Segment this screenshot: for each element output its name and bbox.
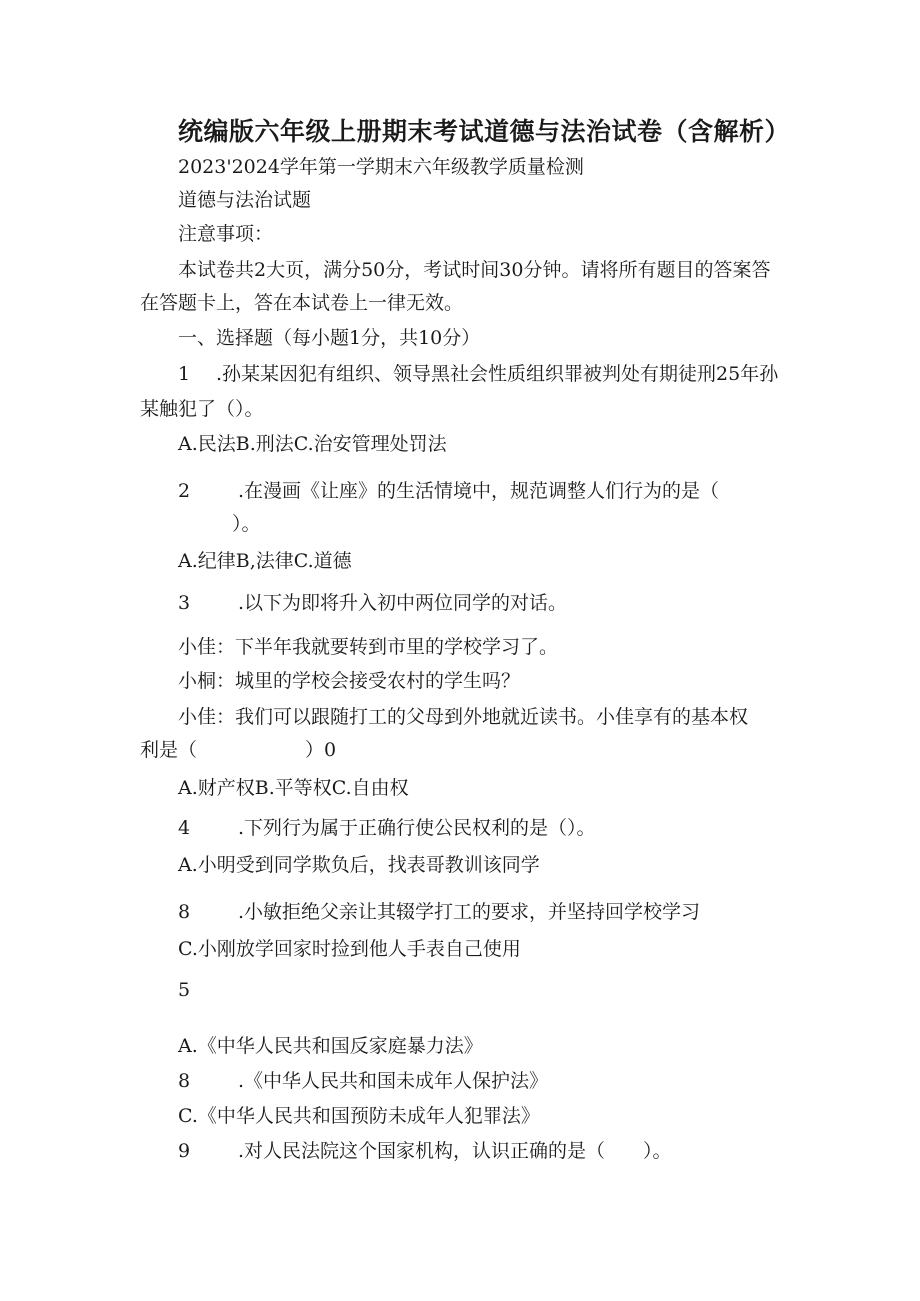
option-text: .《中华人民共和国未成年人保护法》 bbox=[238, 1070, 549, 1092]
question-number: 2 bbox=[178, 480, 191, 502]
dialog-line-3: 小佳：我们可以跟随打工的父母到外地就近读书。小佳享有的基本权 bbox=[178, 706, 749, 728]
dialog-line-1: 小佳：下半年我就要转到市里的学校学习了。 bbox=[178, 636, 559, 658]
option-text: .小敏拒绝父亲让其辍学打工的要求，并坚持回学校学习 bbox=[238, 901, 701, 923]
question-3-options: A.财产权B.平等权C.自由权 bbox=[178, 777, 409, 799]
question-2-cont: ）。 bbox=[232, 513, 261, 535]
question-4-option-c: C.小刚放学回家时捡到他人手表自己使用 bbox=[178, 938, 521, 960]
doc-subtitle: 2023'2024学年第一学期末六年级教学质量检测 bbox=[178, 156, 584, 178]
question-4-option-a: A.小明受到同学欺负后，找表哥教训该同学 bbox=[178, 854, 540, 876]
question-4 bbox=[178, 814, 596, 842]
question-1 bbox=[178, 360, 778, 388]
question-1-options: A.民法B.刑法C.治安管理处罚法 bbox=[178, 433, 447, 455]
question-5-option-b bbox=[178, 1067, 548, 1095]
question-text: .以下为即将升入初中两位同学的对话。 bbox=[238, 592, 568, 614]
doc-title: 统编版六年级上册期末考试道德与法治试卷（含解析） bbox=[178, 117, 791, 146]
question-3 bbox=[178, 589, 567, 617]
question-5-option-a: A.《中华人民共和国反家庭暴力法》 bbox=[178, 1035, 483, 1057]
question-number: 1 bbox=[178, 363, 191, 385]
notice-line-2: 在答题卡上，答在本试卷上一律无效。 bbox=[140, 292, 464, 314]
subject-line: 道德与法治试题 bbox=[178, 189, 312, 211]
question-text: .对人民法院这个国家机构，认识正确的是（ ）。 bbox=[238, 1140, 672, 1162]
question-text: .在漫画《让座》的生活情境中，规范调整人们行为的是（ bbox=[238, 480, 720, 502]
section-heading: 一、选择题（每小题1分，共10分） bbox=[178, 327, 481, 349]
notice-line-1: 本试卷共2大页，满分50分，考试时间30分钟。请将所有题目的答案答 bbox=[178, 259, 771, 281]
blank-prefix: 利是（ bbox=[140, 739, 198, 761]
question-2 bbox=[178, 477, 719, 505]
question-number: 3 bbox=[178, 592, 191, 614]
option-marker: 8 bbox=[178, 901, 191, 923]
dialog-line-2: 小桐：城里的学校会接受农村的学生吗？ bbox=[178, 670, 521, 692]
question-4-option-b bbox=[178, 898, 700, 926]
question-3-cont bbox=[140, 736, 336, 764]
question-5-option-c: C.《中华人民共和国预防未成年人犯罪法》 bbox=[178, 1105, 540, 1127]
question-number: 9 bbox=[178, 1140, 191, 1162]
question-1-cont: 某触犯了（）。 bbox=[140, 398, 264, 420]
question-number: 4 bbox=[178, 817, 191, 839]
question-text: .孙某某因犯有组织、领导黑社会性质组织罪被判处有期徒刑25年孙 bbox=[216, 363, 779, 385]
question-text: .下列行为属于正确行使公民权利的是（）。 bbox=[238, 817, 596, 839]
question-6 bbox=[178, 1137, 672, 1165]
question-5: 5 bbox=[178, 979, 191, 1001]
option-marker: 8 bbox=[178, 1070, 191, 1092]
blank-suffix: ）0 bbox=[305, 739, 337, 761]
notice-heading: 注意事项： bbox=[178, 223, 274, 245]
question-2-options: A.纪律B,法律C.道德 bbox=[178, 550, 352, 572]
